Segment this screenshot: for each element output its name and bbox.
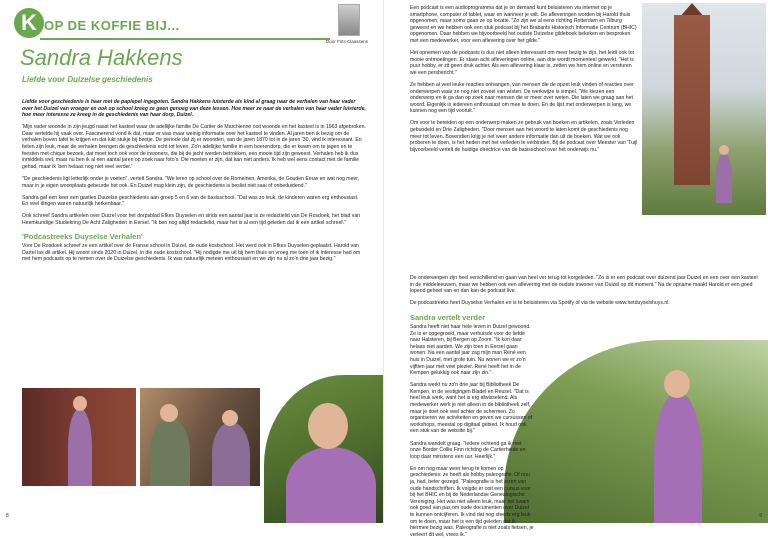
person-face xyxy=(222,410,238,426)
page-number-right: 9 xyxy=(759,513,762,519)
person-figure xyxy=(716,153,732,203)
author-photo xyxy=(338,4,360,36)
paragraph: Sandra werkt nu zo'n drie jaar bij Bibliotheek De Kempen, in de vestigingen Bladel en Reusel. "Dat is heel leuk werk, want het is erg afwisselend. Als medewerker werk je niet alleen in de bibliotheek zelf, maar je doet ook veel achter de schermen. Zo organiseren we activiteiten en geven we cursussen of workshops, meestal op digitaal gebied. Ik houd ook een stuk van de website bij." xyxy=(410,382,533,435)
section-heading-podcast: 'Podcastreeks Duyselse Verhalen' xyxy=(22,232,143,241)
paragraph: En om nog maar weer terug te komen op geschiedenis: ze heeft als hobby paleografie. Of nou ja, had, beter gezegd. "Paleografie is het lezen van oude handschriften. Ik volgde er ooit een cursus voor bij het BHIC en bij de Nederlandse Genealogische Vereniging. Het was niet alleen leuk, maar het kwam ook goed van pas om oude documenten over Duizel te kunnen ontcijferen. Ik vind dat nog steeds erg leuk om te doen, maar het is een tijd geleden dat ik hiermee bezig was. Paleografie is niet zoals fietsen, je verleert dit wel, vrees ik." xyxy=(410,465,534,538)
section-heading-verder: Sandra vertelt verder xyxy=(410,313,486,322)
paragraph: Voor De Rosdoek schreef ze een artikel over de Franse school in Duizel, de oude kostschool. Het werd ook in Efkes Duyselen geplaatst. Harold van Dartel las dit artikel. Hij woont sinds 2020 in Duizel, in die oude kostschool. "Hij nodigde me uit bij hem thuis en vroeg me toen of ik interesse had om met hem podcasts op te nemen over de Duizelse geschiedenis. Ik was natuurlijk meteen enthousiast en we zijn nu al zo'n drie jaar bezig." xyxy=(22,243,361,263)
author-caption: Door Frits Claassens xyxy=(326,39,369,44)
left-page xyxy=(0,0,384,523)
person-face xyxy=(308,403,348,449)
lead-paragraph: Liefde voor geschiedenis is haar met de paplepel ingegoten. Sandra Hakkens luisterde als kind al graag naar de verhalen van haar vader over het Duizel van vroeger en ook op school kreeg ze geen genoeg van deze lessen. Hoe meer ze naar de verhalen van haar vader luisterde, hoe meer interesse ze kreeg in de geschiedenis van haar dorp, Duizel. xyxy=(22,99,366,119)
paragraph: Ze hebben al veel leuke reacties ontvangen, van mensen die de opzet leuk vinden of reacties over onderwerpen waar ze nog niet zoveel van wisten. De werkwijze is simpel. "We kiezen een onderwerp en ik ga dan op zoek naar mensen die er meer over weten. Die laten we graag aan het woord. Eigenlijk is iedereen enthousiast om mee te doen. En de lijst met onderwerpen is lang, we kunnen nog een tijd vooruit." xyxy=(410,81,634,115)
photo-sandra-at-church xyxy=(642,3,766,215)
series-header xyxy=(14,8,344,38)
paragraph: Sandra gaf een keer een gastles Duizelse geschiedenis aan groep 5 en 6 van de basisschool. "Dat was zo leuk, de kinderen waren erg enthousiast. En veel dingen waren natuurlijk herkenbaar." xyxy=(22,194,359,208)
paragraph: De podcastreeks heet Duyselse Verhalen en is te beluisteren via Spotify of via de website www.hetduyselshuys.nl. xyxy=(410,300,670,307)
photo-podcast-recording xyxy=(140,388,260,486)
paragraph: Het opnemen van de podcasts is dus niet alleen interessant om meer bezig te zijn, het leidt ook tot mooie ontmoetingen. Er staan acht afleveringen online, aan drie wordt momenteel gewerkt. "Het is puur hobby, er zit geen druk achter. Als een aflevering klaar is, zetten we hem online en versturen we een persbericht." xyxy=(410,50,635,76)
article-title: Sandra Hakkens xyxy=(20,45,183,70)
series-logo: K xyxy=(14,8,44,38)
paragraph: Een podcast is een audioprogramma dat je on demand kunt beluisteren via internet op je smartphone, computer of tablet, waar en wanneer je wilt. De afleveringen worden bij Harold thuis opgenomen, maar soms gaan ze op locatie. "Zo zijn we al eens richting Rotterdam en Tilburg geweest en we hebben ook een stuk podcast bij het Brabants Historisch Informatie Centrum (BHIC) opgenomen. Daar hebben we bijvoorbeeld het oudste Duizelse gildeboek bekeken en besproken met een medewerker, voor een aflevering over het gilde." xyxy=(410,5,637,44)
person-face xyxy=(160,404,178,422)
church-tower xyxy=(674,15,710,185)
person-figure xyxy=(286,447,376,523)
right-page xyxy=(384,0,768,538)
photo-sandra-portrait xyxy=(264,375,384,523)
paragraph: "De geschiedenis ligt letterlijk onder je voeten", vertelt Sandra. "We leren op school over de Romeinen, Amerika, de Gouden Eeuw en wat nog meer, maar in je eigen woonplaats gebeurde het ook. En Duizel mag klein zijn, de geschiedenis is beslist niet saai of onbeduidend." xyxy=(22,175,360,189)
photo-sandra-at-door xyxy=(22,388,136,486)
paragraph: De onderwerpen zijn heel verschillend en gaan van heel ver terug tot korgeleden. "Zo is er een podcast over duizend jaar Duizel en een over een kasteel in de middeleeuwen, maar we hebben ook een aflevering met de oudste inwoner van Duizel op dit moment." Na de opname maakt Harold er een goed lopend geheel van en dan kan de podcast live. xyxy=(410,275,758,295)
person-face xyxy=(73,396,87,411)
series-title: OP DE KOFFIE BIJ... xyxy=(44,18,180,33)
page-number-left: 8 xyxy=(6,513,9,519)
photo-sandra-with-dog xyxy=(504,340,768,523)
left-column-text xyxy=(22,99,366,384)
person-face xyxy=(664,370,690,398)
person-figure xyxy=(212,422,250,486)
person-figure xyxy=(68,408,92,486)
person-figure xyxy=(150,418,190,486)
person-figure xyxy=(654,392,702,523)
right-column-top-text xyxy=(410,5,638,273)
article-subtitle: Liefde voor Duizelse geschiedenis xyxy=(22,75,153,84)
paragraph: 'Mijn vader woonde in zijn jeugd naast het kasteel waar de adellijke familie De Cartier de Marchienne ooit woonde en het kasteel is in 1963 afgebroken. Daar vertelde hij vaak over. Fascinerend vond ik dat, maar er was maar weinig informatie over het kasteel te vinden. Al jaren ben ik bezig om de verhalen boven tafel te krijgen en dat lukt stukje bij beetje. De periode dat zij er woonden, van de jaren 1870 tot in de jaren '30, vind ik interessant. En feiten zijn leuk, maar de verhalen brengen de geschiedenis echt tot leven. Zo'n adellijke familie in een boerendorp, die er kwam om te jagen en te feesten met chique bezoek, dat moet toch ook voor de inwoners, die bij de jacht werden betrokken, een mooie tijd zijn geweest. Verhalen heb ik dus inmiddels wel, maar nu ben ik al een aantal jaren op zoek naar foto's. Die moeten er zijn, dat kan niet anders. Ik heb wel eens contact met de familie gehad, maar ik 'ben helaas nog niet veel verder.' xyxy=(22,124,366,170)
paragraph: Sandra wandelt graag, "Iedere ochtend ga ik met onze Border Collie Finn richting de Cartierheide en loop daar minstens een uur. Heerlijk." xyxy=(410,440,526,460)
header-rule xyxy=(40,38,330,40)
paragraph: Sandra heeft niet haar hele leven in Duizel gewoond. Ze is er opgegroeid, maar verhuisde voor de liefde naar Halsteren, bij Bergen op Zoom. "Ik kon daar helaas niet aarden. We zijn toen in Eersel gaan wonen. Na een aantal jaar zag mijn man René een huis in Duizel, met grote tuin. Nu wonen we er zo'n vijftien jaar met veel plezier. René heeft het in de Kempen gelukkig ook naar zijn zin." xyxy=(410,324,531,377)
person-face xyxy=(719,145,729,155)
paragraph: Ook schreef Sandra artikelen over Duizel voor het dorpsblad Efkes Duyselen en sinds een aantal jaar is ze redactielid van De Rosdoek, het blad van Heemkundige Studiekring De Acht Zaligheden in Eersel. "Ik ben nog altijd redactielid, maar het is al een tijd geleden dat ik een artikel schreef." xyxy=(22,213,361,226)
right-column-bottom-text xyxy=(410,313,534,538)
paragraph: Om voor te bereiden op een onderwerp maken ze gebruik van boeken en artikelen, zoals Verleden gebundeld en Drie Zaligheden. "Door mensen aan het woord te laten komt de geschiedenis nog meer tot leven. Bovendien krijg je net weer andere informatie dan uit de boeken. Wat we ook proberen te doen, is het heden met het verleden te verbinden. Bij de podcast over Meester van 'Tuijl bijvoorbeeld vertelt de huidige directrice van de basisschool over het onderwijs nu." xyxy=(410,120,638,153)
